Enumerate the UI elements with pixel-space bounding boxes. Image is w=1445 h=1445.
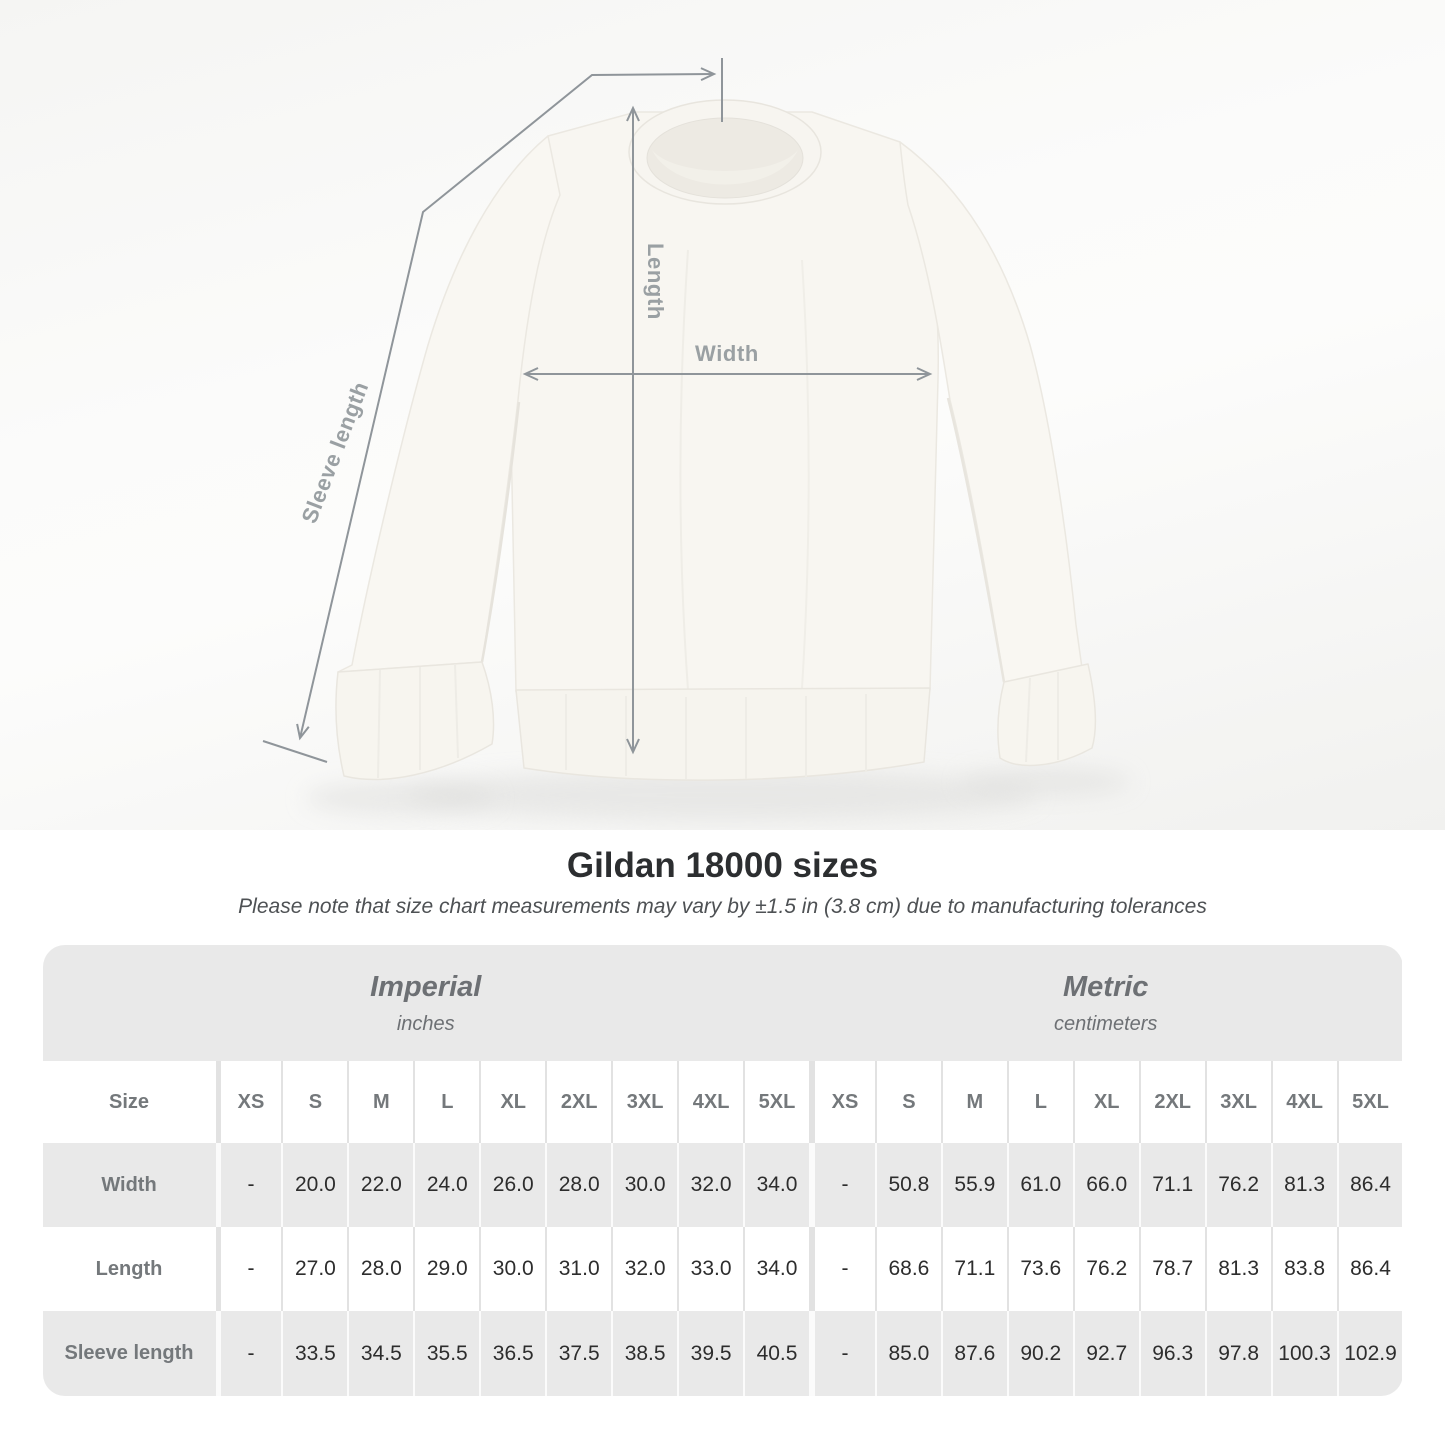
imperial-value-cell: -: [216, 1227, 282, 1311]
cuff-tick: [263, 741, 327, 762]
metric-value-cell: 61.0: [1007, 1143, 1073, 1227]
imperial-group-unit: inches: [396, 1012, 455, 1035]
imperial-size-header: S: [281, 1061, 347, 1143]
imperial-value-cell: -: [216, 1311, 282, 1396]
metric-value-cell: 68.6: [875, 1227, 941, 1311]
metric-value-cell: 83.8: [1271, 1227, 1337, 1311]
imperial-value-cell: 24.0: [413, 1143, 479, 1227]
metric-size-header: 2XL: [1139, 1061, 1205, 1143]
size-table: [43, 945, 1403, 1396]
unit-group-metric: [809, 945, 1403, 1061]
metric-value-cell: -: [809, 1143, 875, 1227]
metric-value-cell: 71.1: [1139, 1143, 1205, 1227]
metric-value-cell: 71.1: [941, 1227, 1007, 1311]
metric-size-header: L: [1007, 1061, 1073, 1143]
metric-value-cell: 100.3: [1271, 1311, 1337, 1396]
row-label: Width: [43, 1143, 216, 1227]
imperial-size-header: XS: [216, 1061, 282, 1143]
width-label: Width: [695, 341, 759, 366]
metric-size-header: XS: [809, 1061, 875, 1143]
metric-value-cell: 90.2: [1007, 1311, 1073, 1396]
imperial-size-header: 2XL: [545, 1061, 611, 1143]
sleeve-length-label: Sleeve length: [296, 377, 374, 527]
imperial-value-cell: 20.0: [281, 1143, 347, 1227]
imperial-group-label: Imperial: [370, 970, 482, 1003]
imperial-value-cell: 33.5: [281, 1311, 347, 1396]
imperial-value-cell: 39.5: [677, 1311, 743, 1396]
metric-value-cell: 66.0: [1073, 1143, 1139, 1227]
metric-value-cell: 81.3: [1271, 1143, 1337, 1227]
imperial-value-cell: 40.5: [743, 1311, 809, 1396]
metric-value-cell: 81.3: [1205, 1227, 1271, 1311]
metric-size-header: S: [875, 1061, 941, 1143]
imperial-value-cell: 28.0: [545, 1143, 611, 1227]
metric-value-cell: 78.7: [1139, 1227, 1205, 1311]
imperial-value-cell: 35.5: [413, 1311, 479, 1396]
imperial-value-cell: 26.0: [479, 1143, 545, 1227]
metric-value-cell: 73.6: [1007, 1227, 1073, 1311]
imperial-value-cell: 30.0: [611, 1143, 677, 1227]
unit-group-imperial: [43, 945, 809, 1061]
imperial-value-cell: 38.5: [611, 1311, 677, 1396]
metric-size-header: 4XL: [1271, 1061, 1337, 1143]
imperial-value-cell: 32.0: [677, 1143, 743, 1227]
tolerance-note: Please note that size chart measurements may vary by ±1.5 in (3.8 cm) due to manufacturing tolerances: [238, 895, 1207, 918]
row-label: Sleeve length: [43, 1311, 216, 1396]
imperial-size-header: 5XL: [743, 1061, 809, 1143]
metric-value-cell: 76.2: [1073, 1227, 1139, 1311]
imperial-value-cell: 27.0: [281, 1227, 347, 1311]
left-cuff: [336, 662, 494, 779]
length-label: Length: [643, 243, 668, 320]
imperial-size-header: 3XL: [611, 1061, 677, 1143]
metric-value-cell: 92.7: [1073, 1311, 1139, 1396]
imperial-value-cell: 34.5: [347, 1311, 413, 1396]
metric-value-cell: 76.2: [1205, 1143, 1271, 1227]
imperial-size-header: M: [347, 1061, 413, 1143]
metric-group-label: Metric: [1063, 970, 1149, 1003]
metric-value-cell: 96.3: [1139, 1311, 1205, 1396]
metric-value-cell: 86.4: [1337, 1227, 1403, 1311]
waistband: [516, 688, 930, 780]
metric-value-cell: 50.8: [875, 1143, 941, 1227]
metric-group-unit: centimeters: [1054, 1012, 1158, 1035]
imperial-value-cell: 32.0: [611, 1227, 677, 1311]
page-title: Gildan 18000 sizes: [566, 846, 879, 885]
imperial-size-header: L: [413, 1061, 479, 1143]
metric-size-header: XL: [1073, 1061, 1139, 1143]
metric-value-cell: -: [809, 1311, 875, 1396]
imperial-value-cell: 33.0: [677, 1227, 743, 1311]
metric-size-header: 3XL: [1205, 1061, 1271, 1143]
imperial-value-cell: 29.0: [413, 1227, 479, 1311]
collar-inner: [647, 118, 803, 198]
metric-value-cell: -: [809, 1227, 875, 1311]
metric-value-cell: 55.9: [941, 1143, 1007, 1227]
imperial-value-cell: 34.0: [743, 1143, 809, 1227]
metric-value-cell: 85.0: [875, 1311, 941, 1396]
imperial-value-cell: -: [216, 1143, 282, 1227]
size-column-header: Size: [43, 1061, 216, 1143]
imperial-size-header: XL: [479, 1061, 545, 1143]
row-label: Length: [43, 1227, 216, 1311]
metric-value-cell: 87.6: [941, 1311, 1007, 1396]
metric-value-cell: 102.9: [1337, 1311, 1403, 1396]
metric-value-cell: 86.4: [1337, 1143, 1403, 1227]
imperial-value-cell: 31.0: [545, 1227, 611, 1311]
imperial-value-cell: 37.5: [545, 1311, 611, 1396]
imperial-value-cell: 36.5: [479, 1311, 545, 1396]
imperial-value-cell: 30.0: [479, 1227, 545, 1311]
imperial-value-cell: 22.0: [347, 1143, 413, 1227]
metric-size-header: 5XL: [1337, 1061, 1403, 1143]
metric-value-cell: 97.8: [1205, 1311, 1271, 1396]
imperial-size-header: 4XL: [677, 1061, 743, 1143]
imperial-value-cell: 34.0: [743, 1227, 809, 1311]
metric-size-header: M: [941, 1061, 1007, 1143]
imperial-value-cell: 28.0: [347, 1227, 413, 1311]
